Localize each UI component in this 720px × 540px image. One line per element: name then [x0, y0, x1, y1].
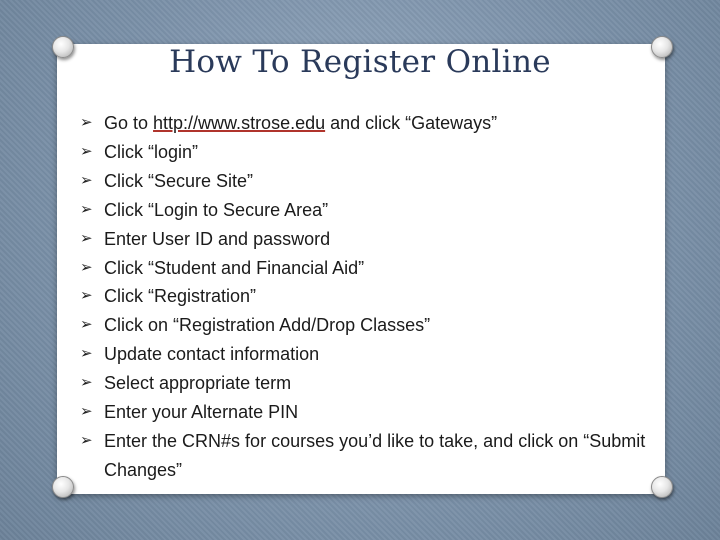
- step-text: Go to: [104, 113, 154, 133]
- arrowhead-bullet-icon: ➢: [80, 431, 93, 449]
- arrowhead-bullet-icon: ➢: [80, 229, 93, 247]
- slide-title: How To Register Online: [169, 44, 551, 80]
- arrowhead-bullet-icon: ➢: [80, 200, 93, 218]
- list-item: [80, 398, 650, 427]
- list-item: [80, 369, 650, 398]
- step-text: Click “Registration”: [104, 286, 257, 307]
- arrowhead-bullet-icon: ➢: [80, 171, 93, 189]
- step-text: Update contact information: [104, 344, 320, 365]
- list-item: [80, 167, 650, 196]
- list-item: [80, 427, 650, 485]
- list-item: [80, 254, 650, 283]
- step-text: Click “Secure Site”: [104, 170, 254, 191]
- step-text: Enter User ID and password: [104, 228, 331, 249]
- arrowhead-bullet-icon: ➢: [80, 345, 93, 363]
- strose-link[interactable]: http://www.strose.edu: [153, 113, 326, 133]
- steps-list: [80, 109, 650, 485]
- step-text: Click “Student and Financial Aid”: [104, 257, 365, 278]
- arrowhead-bullet-icon: ➢: [80, 142, 93, 160]
- list-item: [80, 311, 650, 340]
- step-text: Click “login”: [104, 141, 199, 162]
- step-text: Enter the CRN#s for courses you’d like to take, and click on “Submit Changes”: [104, 430, 646, 480]
- list-item: [80, 282, 650, 311]
- step-text: Click “Login to Secure Area”: [104, 199, 329, 220]
- arrowhead-bullet-icon: ➢: [80, 114, 93, 131]
- list-item: [80, 225, 650, 254]
- step-text: Click on “Registration Add/Drop Classes”: [104, 315, 431, 336]
- pushpin-icon: [52, 476, 74, 498]
- list-item: [80, 196, 650, 225]
- list-item: [80, 109, 650, 138]
- arrowhead-bullet-icon: ➢: [80, 258, 93, 276]
- arrowhead-bullet-icon: ➢: [80, 374, 93, 392]
- step-text: and click “Gateways”: [325, 113, 498, 133]
- arrowhead-bullet-icon: ➢: [80, 287, 93, 305]
- pushpin-icon: [651, 476, 673, 498]
- step-text: Select appropriate term: [104, 373, 292, 394]
- step-text: Enter your Alternate PIN: [104, 402, 299, 423]
- arrowhead-bullet-icon: ➢: [80, 403, 93, 421]
- list-item: [80, 340, 650, 369]
- list-item: [80, 138, 650, 167]
- arrowhead-bullet-icon: ➢: [80, 316, 93, 334]
